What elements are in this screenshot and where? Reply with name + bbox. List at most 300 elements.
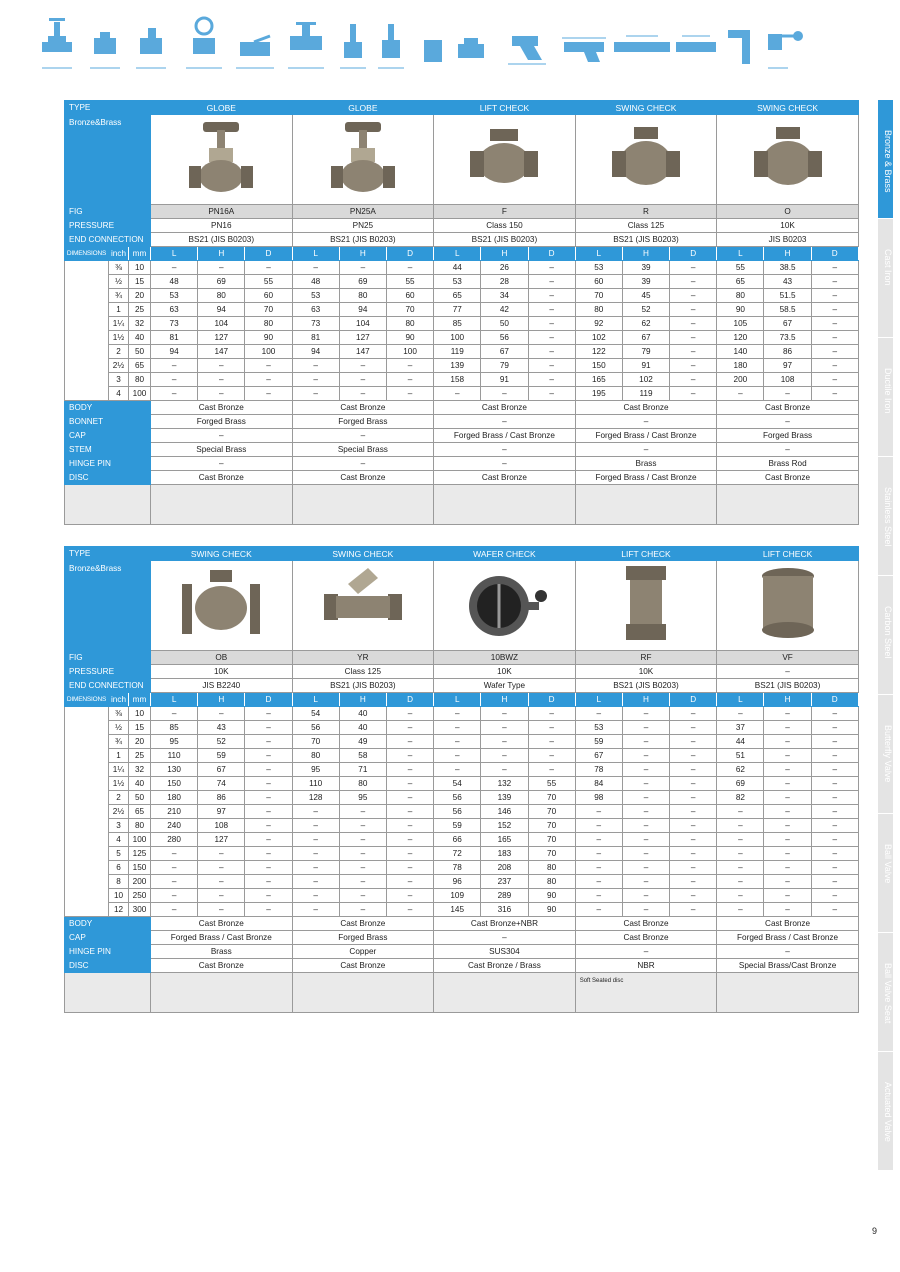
- dimension-value: –: [339, 819, 386, 833]
- globe-valve-diagram-icon: [40, 14, 74, 72]
- size-mm: 65: [129, 359, 151, 373]
- dimension-value: –: [764, 721, 811, 735]
- dimension-value: 59: [198, 749, 245, 763]
- size-mm: 80: [129, 373, 151, 387]
- size-inch: 4: [109, 833, 129, 847]
- valve-photo: [292, 115, 434, 205]
- dimension-value: 34: [481, 289, 528, 303]
- size-inch: 10: [109, 889, 129, 903]
- size-mm: 10: [129, 261, 151, 275]
- fig-value: R: [575, 205, 717, 219]
- disc-value: Cast Bronze: [292, 471, 434, 485]
- end-connection-label: END CONNECTION: [65, 679, 151, 693]
- body-label: BODY: [65, 917, 151, 931]
- dimension-value: 53: [151, 289, 198, 303]
- fig-value: PN25A: [292, 205, 434, 219]
- size-mm: 50: [129, 791, 151, 805]
- dimension-value: –: [811, 889, 858, 903]
- dimension-value: –: [575, 805, 622, 819]
- body-value: Cast Bronze: [434, 401, 576, 415]
- check-valve-diagram-icon: [88, 14, 122, 72]
- dimension-value: 50: [481, 317, 528, 331]
- dimension-value: –: [670, 707, 717, 721]
- needle-valve-diagram-icon: [338, 14, 368, 72]
- dimension-value: –: [151, 261, 198, 275]
- note-cell: [151, 485, 293, 525]
- dimension-value: –: [339, 359, 386, 373]
- dimension-value: –: [811, 331, 858, 345]
- valve-type: LIFT CHECK: [717, 547, 859, 561]
- disc-value: Cast Bronze: [292, 959, 434, 973]
- pressure-value: –: [717, 665, 859, 679]
- dimension-value: 53: [575, 721, 622, 735]
- dimension-value: –: [245, 735, 292, 749]
- dimension-value: 210: [151, 805, 198, 819]
- dimension-value: –: [575, 861, 622, 875]
- dimension-value: –: [245, 861, 292, 875]
- stem-label: STEM: [65, 443, 151, 457]
- body-value: Cast Bronze: [575, 401, 717, 415]
- dimension-value: 183: [481, 847, 528, 861]
- pressure-value: Class 125: [292, 665, 434, 679]
- disc-value: Special Brass/Cast Bronze: [717, 959, 859, 973]
- dimension-value: –: [151, 387, 198, 401]
- hinge-pin-value: Brass: [151, 945, 293, 959]
- dimension-value: 96: [434, 875, 481, 889]
- dimension-value: 70: [528, 819, 575, 833]
- dimension-value: –: [528, 763, 575, 777]
- dimension-value: 97: [198, 805, 245, 819]
- size-inch: 1: [109, 303, 129, 317]
- dimension-value: 69: [339, 275, 386, 289]
- dimension-value: –: [292, 805, 339, 819]
- dimension-value: –: [386, 707, 433, 721]
- dimension-value: 132: [481, 777, 528, 791]
- dimension-value: 289: [481, 889, 528, 903]
- dimension-value: 84: [575, 777, 622, 791]
- dim-d-header: D: [811, 693, 858, 707]
- dimension-value: –: [670, 833, 717, 847]
- dimension-value: –: [811, 387, 858, 401]
- size-inch: 1: [109, 749, 129, 763]
- size-mm: 32: [129, 317, 151, 331]
- dimension-value: 55: [528, 777, 575, 791]
- dimension-value: 53: [575, 261, 622, 275]
- dim-d-header: D: [670, 693, 717, 707]
- dimension-value: 72: [434, 847, 481, 861]
- strainer-diagram-icon: [560, 14, 618, 72]
- dimension-value: 59: [575, 735, 622, 749]
- bonnet-value: –: [717, 415, 859, 429]
- dimension-value: –: [245, 889, 292, 903]
- hinge-pin-value: –: [717, 945, 859, 959]
- dimension-value: 80: [339, 777, 386, 791]
- hinge-pin-value: –: [575, 945, 717, 959]
- note-cell: [151, 973, 293, 1013]
- dimension-value: –: [764, 889, 811, 903]
- dimension-value: –: [198, 373, 245, 387]
- dim-d-header: D: [386, 693, 433, 707]
- valve-photo: [151, 115, 293, 205]
- dimension-value: 108: [198, 819, 245, 833]
- dimension-value: –: [717, 889, 764, 903]
- dimension-value: –: [292, 847, 339, 861]
- dimension-value: –: [811, 317, 858, 331]
- dimension-value: –: [764, 903, 811, 917]
- dimension-value: 102: [575, 331, 622, 345]
- dimension-value: –: [622, 833, 669, 847]
- dimension-value: –: [245, 763, 292, 777]
- flanged-valve-diagram-icon: [286, 14, 326, 72]
- dimension-value: –: [528, 331, 575, 345]
- fig-value: 10BWZ: [434, 651, 576, 665]
- dimension-value: –: [811, 791, 858, 805]
- bonnet-value: Forged Brass: [151, 415, 293, 429]
- size-mm: 25: [129, 303, 151, 317]
- dimension-value: 55: [717, 261, 764, 275]
- dim-l-header: L: [151, 693, 198, 707]
- dimension-value: –: [811, 303, 858, 317]
- dimension-value: 52: [622, 303, 669, 317]
- dimension-value: –: [528, 707, 575, 721]
- dimension-value: 43: [764, 275, 811, 289]
- dimension-value: –: [764, 833, 811, 847]
- dim-d-header: D: [528, 247, 575, 261]
- dimension-value: –: [622, 847, 669, 861]
- dimension-value: –: [386, 735, 433, 749]
- dimension-value: 45: [622, 289, 669, 303]
- fig-value: OB: [151, 651, 293, 665]
- notes-spacer: [65, 973, 151, 1013]
- note-cell: Soft Seated disc: [575, 973, 717, 1013]
- dimension-value: 78: [434, 861, 481, 875]
- dimension-value: –: [434, 735, 481, 749]
- fig-value: PN16A: [151, 205, 293, 219]
- dimension-value: –: [717, 833, 764, 847]
- cap-value: Cast Bronze: [575, 931, 717, 945]
- dimension-value: 240: [151, 819, 198, 833]
- valve-type: GLOBE: [292, 101, 434, 115]
- size-mm: 50: [129, 345, 151, 359]
- dim-h-header: H: [339, 693, 386, 707]
- dimension-value: –: [764, 735, 811, 749]
- pressure-value: 10K: [151, 665, 293, 679]
- dimension-value: 158: [434, 373, 481, 387]
- dimension-value: –: [292, 833, 339, 847]
- hinge-pin-label: HINGE PIN: [65, 457, 151, 471]
- dimension-value: –: [151, 373, 198, 387]
- dimension-value: –: [622, 861, 669, 875]
- dimension-value: –: [670, 903, 717, 917]
- body-value: Cast Bronze: [292, 917, 434, 931]
- dimension-value: –: [575, 847, 622, 861]
- dimension-value: 119: [622, 387, 669, 401]
- dimension-value: –: [481, 763, 528, 777]
- dimension-value: 100: [245, 345, 292, 359]
- tab-bronze-brass[interactable]: Bronze & Brass: [878, 100, 893, 218]
- valve-diagram-strip: [36, 14, 806, 74]
- dimension-value: –: [151, 847, 198, 861]
- dimension-value: 102: [622, 373, 669, 387]
- tab-ball-valve-seat[interactable]: Ball Valve Seat: [878, 933, 893, 1051]
- brand-label: Bronze&Brass: [65, 115, 151, 205]
- cap-label: CAP: [65, 931, 151, 945]
- dimension-value: 127: [198, 833, 245, 847]
- size-inch: 3: [109, 373, 129, 387]
- valve-type: LIFT CHECK: [575, 547, 717, 561]
- valve-photo: [575, 115, 717, 205]
- dimension-value: 60: [575, 275, 622, 289]
- tab-cast-iron[interactable]: Cast Iron: [878, 219, 893, 337]
- size-inch: 1½: [109, 777, 129, 791]
- dimension-value: 95: [339, 791, 386, 805]
- size-mm: 80: [129, 819, 151, 833]
- valve-type: SWING CHECK: [292, 547, 434, 561]
- dimension-value: 80: [528, 861, 575, 875]
- dimension-value: 208: [481, 861, 528, 875]
- dimension-value: –: [764, 875, 811, 889]
- dimension-value: –: [764, 819, 811, 833]
- dimension-value: –: [764, 777, 811, 791]
- valve-photo: [717, 115, 859, 205]
- page-number: 9: [872, 1226, 878, 1236]
- dimension-value: –: [622, 707, 669, 721]
- dimension-value: –: [339, 387, 386, 401]
- dimension-value: 58.5: [764, 303, 811, 317]
- dimension-value: –: [339, 903, 386, 917]
- dimension-value: –: [811, 819, 858, 833]
- dimension-value: –: [811, 261, 858, 275]
- dimension-value: 70: [292, 735, 339, 749]
- dimension-value: –: [245, 707, 292, 721]
- dimension-value: 80: [292, 749, 339, 763]
- dimension-value: 91: [622, 359, 669, 373]
- dimension-value: –: [198, 903, 245, 917]
- dimension-value: 94: [292, 345, 339, 359]
- dimension-value: 92: [575, 317, 622, 331]
- dimension-value: –: [292, 387, 339, 401]
- valve-photo: [434, 115, 576, 205]
- body-value: Cast Bronze: [151, 917, 293, 931]
- dimension-value: 316: [481, 903, 528, 917]
- size-inch: ⅜: [109, 261, 129, 275]
- size-inch: 12: [109, 903, 129, 917]
- dimension-value: 85: [151, 721, 198, 735]
- dimension-value: –: [245, 875, 292, 889]
- dimension-value: –: [717, 903, 764, 917]
- dimension-value: –: [481, 749, 528, 763]
- dimension-value: –: [528, 387, 575, 401]
- dimension-value: –: [198, 847, 245, 861]
- dimension-value: 100: [434, 331, 481, 345]
- dimension-value: –: [670, 387, 717, 401]
- dimension-value: 90: [386, 331, 433, 345]
- valve-photo: [434, 561, 576, 651]
- disc-value: NBR: [575, 959, 717, 973]
- dimension-value: –: [245, 359, 292, 373]
- dimension-value: 122: [575, 345, 622, 359]
- hinge-pin-value: Copper: [292, 945, 434, 959]
- disc-label: DISC: [65, 471, 151, 485]
- size-mm: 32: [129, 763, 151, 777]
- dimension-value: –: [811, 749, 858, 763]
- dimension-value: 200: [717, 373, 764, 387]
- tab-butterfly-valve[interactable]: Butterfly Valve: [878, 695, 893, 813]
- size-mm: 200: [129, 875, 151, 889]
- size-inch: 2: [109, 345, 129, 359]
- dimension-value: –: [811, 805, 858, 819]
- body-value: Cast Bronze: [292, 401, 434, 415]
- tab-actuated-valve[interactable]: Actuated Valve: [878, 1052, 893, 1170]
- dimension-value: –: [670, 721, 717, 735]
- dimension-value: –: [717, 847, 764, 861]
- hinge-pin-value: Brass Rod: [717, 457, 859, 471]
- dimension-value: –: [339, 889, 386, 903]
- dimension-value: 80: [198, 289, 245, 303]
- tab-carbon-steel[interactable]: Carbon Steel: [878, 576, 893, 694]
- dimension-value: 39: [622, 261, 669, 275]
- dimension-value: –: [151, 359, 198, 373]
- pressure-value: 10K: [575, 665, 717, 679]
- end-connection-value: Wafer Type: [434, 679, 576, 693]
- elbow-diagram-icon: [724, 14, 758, 72]
- dimension-value: –: [198, 875, 245, 889]
- cap-value: Forged Brass: [717, 429, 859, 443]
- dimension-value: 73.5: [764, 331, 811, 345]
- dimension-value: –: [528, 317, 575, 331]
- dimension-value: 127: [198, 331, 245, 345]
- dim-l-header: L: [575, 247, 622, 261]
- size-inch: ⅜: [109, 707, 129, 721]
- size-inch: ¾: [109, 735, 129, 749]
- dimension-value: –: [292, 889, 339, 903]
- tab-stainless-steel[interactable]: Stainless Steel: [878, 457, 893, 575]
- size-inch: 5: [109, 847, 129, 861]
- dimension-value: 54: [434, 777, 481, 791]
- dimension-value: 43: [198, 721, 245, 735]
- dimension-value: –: [622, 889, 669, 903]
- dimension-value: –: [575, 819, 622, 833]
- dimension-value: –: [245, 373, 292, 387]
- bonnet-label: BONNET: [65, 415, 151, 429]
- dimension-value: –: [622, 721, 669, 735]
- dimension-value: –: [198, 707, 245, 721]
- dimension-value: 65: [434, 289, 481, 303]
- dimension-value: 70: [528, 833, 575, 847]
- dimension-value: –: [151, 903, 198, 917]
- spec-table-1: [64, 100, 859, 525]
- dimension-value: 54: [292, 707, 339, 721]
- size-inch: 1½: [109, 331, 129, 345]
- dimension-value: –: [245, 721, 292, 735]
- dimension-value: –: [528, 749, 575, 763]
- dim-l-header: L: [434, 247, 481, 261]
- dimension-value: –: [622, 805, 669, 819]
- dimension-value: 40: [339, 721, 386, 735]
- dimension-value: 150: [151, 777, 198, 791]
- dimension-value: –: [151, 861, 198, 875]
- dimension-value: –: [670, 289, 717, 303]
- dimension-value: –: [575, 903, 622, 917]
- size-inch: 1¼: [109, 763, 129, 777]
- dimension-value: –: [717, 819, 764, 833]
- union-diagram-icon: [420, 14, 446, 72]
- dimension-value: 39: [622, 275, 669, 289]
- dimension-value: –: [245, 749, 292, 763]
- dimension-value: –: [339, 861, 386, 875]
- dimension-value: –: [811, 735, 858, 749]
- dim-l-header: L: [151, 247, 198, 261]
- dimension-value: –: [528, 289, 575, 303]
- size-mm: 250: [129, 889, 151, 903]
- valve-photo: [151, 561, 293, 651]
- dim-h-header: H: [764, 247, 811, 261]
- dimension-value: 74: [198, 777, 245, 791]
- dimension-value: –: [622, 777, 669, 791]
- dimension-value: –: [764, 847, 811, 861]
- inch-header: inch: [109, 247, 129, 261]
- tab-ball-valve[interactable]: Ball Valve: [878, 814, 893, 932]
- dimension-value: –: [528, 275, 575, 289]
- dimension-value: 97: [764, 359, 811, 373]
- dimension-value: –: [670, 735, 717, 749]
- dimension-value: –: [811, 721, 858, 735]
- dimension-value: 67: [198, 763, 245, 777]
- note-cell: [292, 973, 434, 1013]
- size-mm: 150: [129, 861, 151, 875]
- dimension-value: 70: [575, 289, 622, 303]
- fig-value: O: [717, 205, 859, 219]
- dimensions-label: DIMENSIONS: [65, 693, 109, 707]
- dimension-value: 70: [528, 847, 575, 861]
- fig-value: RF: [575, 651, 717, 665]
- cap-value: –: [151, 429, 293, 443]
- dimension-value: –: [764, 707, 811, 721]
- end-connection-value: BS21 (JIS B0203): [717, 679, 859, 693]
- dimension-value: 104: [198, 317, 245, 331]
- dimension-value: 73: [151, 317, 198, 331]
- dimension-value: –: [717, 707, 764, 721]
- dimension-value: –: [339, 875, 386, 889]
- dimension-value: –: [670, 303, 717, 317]
- dimension-value: 56: [434, 791, 481, 805]
- dimension-value: –: [811, 763, 858, 777]
- dimension-value: 42: [481, 303, 528, 317]
- dimension-value: 119: [434, 345, 481, 359]
- mm-header: mm: [129, 247, 151, 261]
- dim-d-header: D: [811, 247, 858, 261]
- dimension-value: 53: [434, 275, 481, 289]
- size-mm: 125: [129, 847, 151, 861]
- dimension-value: –: [245, 847, 292, 861]
- fig-value: F: [434, 205, 576, 219]
- size-mm: 25: [129, 749, 151, 763]
- hinge-pin-value: –: [151, 457, 293, 471]
- dimension-value: 49: [339, 735, 386, 749]
- dimension-value: 145: [434, 903, 481, 917]
- size-inch: 4: [109, 387, 129, 401]
- dimension-value: 59: [434, 819, 481, 833]
- valve-type: LIFT CHECK: [434, 101, 576, 115]
- dimension-value: –: [292, 875, 339, 889]
- dimension-value: 90: [245, 331, 292, 345]
- dimension-value: –: [245, 791, 292, 805]
- dimension-value: –: [622, 735, 669, 749]
- tab-ductile-iron[interactable]: Ductile Iron: [878, 338, 893, 456]
- dimension-value: –: [670, 749, 717, 763]
- cap-value: –: [434, 931, 576, 945]
- size-inch: ½: [109, 721, 129, 735]
